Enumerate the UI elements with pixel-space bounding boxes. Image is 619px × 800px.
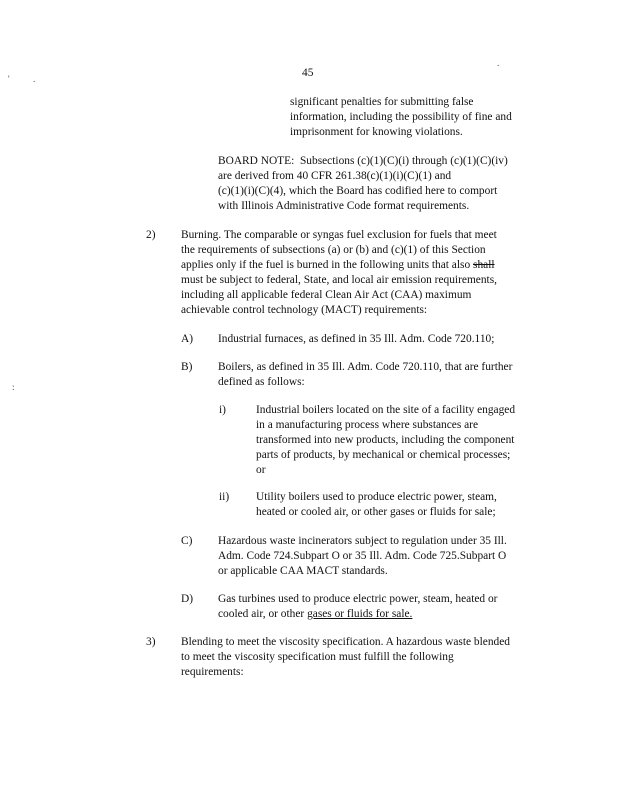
- subitem-line: Gas turbines used to produce electric power, steam, heated or: [218, 593, 498, 605]
- board-note-line: are derived from 40 CFR 261.38(c)(1)(i)(C)(1) and: [218, 170, 452, 182]
- subsubitem-line: parts of products, by mechanical or chemical processes;: [256, 449, 511, 461]
- item-line: achievable control technology (MACT) requirements:: [181, 304, 428, 316]
- item-line: to meet the viscosity specification must fulfill the following: [181, 651, 454, 663]
- item-number: 3): [146, 636, 156, 648]
- subitem-line: defined as follows:: [218, 376, 305, 388]
- subsubitem-label: ii): [219, 491, 230, 503]
- item-line: must be subject to federal, State, and local air emission requirements,: [181, 274, 497, 286]
- subitem-text: cooled air, or other: [218, 608, 305, 620]
- subitem-line: Industrial furnaces, as defined in 35 Ill. Adm. Code 720.110;: [218, 333, 495, 345]
- item-number: 2): [146, 229, 156, 241]
- subsubitem-line: transformed into new products, including the component: [256, 434, 515, 446]
- subitem-label: B): [181, 361, 193, 373]
- subitem-label: C): [181, 535, 193, 547]
- board-note-label: BOARD NOTE:: [218, 155, 295, 167]
- subsubitem-line: Industrial boilers located on the site of a facility engaged: [256, 404, 516, 416]
- subsubitem-line: or: [256, 464, 266, 476]
- scan-speck: .: [33, 74, 36, 84]
- subitem-line: Hazardous waste incinerators subject to regulation under 35 Ill.: [218, 535, 507, 547]
- scan-speck: :: [12, 382, 15, 392]
- subsubitem-line: in a manufacturing process where substances are: [256, 419, 479, 431]
- continuation-line: information, including the possibility of fine and: [290, 111, 512, 123]
- subsubitem-line: heated or cooled air, or other gases or fluids for sale;: [256, 506, 496, 518]
- page-number: 45: [302, 67, 314, 79]
- item-line: [181, 258, 495, 274]
- subitem-label: D): [181, 593, 194, 605]
- board-note-line: (c)(1)(i)(C)(4), which the Board has codified here to comport: [218, 185, 498, 197]
- subitem-line: or applicable CAA MACT standards.: [218, 565, 388, 577]
- continuation-line: imprisonment for knowing violations.: [290, 126, 463, 138]
- item-line: Blending to meet the viscosity specification. A hazardous waste blended: [181, 636, 510, 648]
- subitem-line: Boilers, as defined in 35 Ill. Adm. Code 720.110, that are further: [218, 361, 513, 373]
- board-note-line: with Illinois Administrative Code format requirements.: [218, 200, 470, 212]
- struck-word: shall: [473, 259, 495, 271]
- item-line: Burning. The comparable or syngas fuel exclusion for fuels that meet: [181, 229, 497, 241]
- subsubitem-label: i): [219, 404, 226, 416]
- subitem-line: [218, 607, 412, 623]
- board-note-line: [218, 154, 508, 170]
- underlined-text: gases or fluids for sale.: [307, 608, 413, 620]
- board-note-text: Subsections (c)(1)(C)(i) through (c)(1)(C)(iv): [299, 155, 508, 167]
- item-line: the requirements of subsections (a) or (b) and (c)(1) of this Section: [181, 244, 486, 256]
- continuation-line: significant penalties for submitting false: [290, 96, 474, 108]
- scan-speck: ': [8, 74, 10, 84]
- item-line: requirements:: [181, 666, 244, 678]
- item-text: applies only if the fuel is burned in the following units that also: [181, 259, 471, 271]
- item-line: including all applicable federal Clean Air Act (CAA) maximum: [181, 289, 472, 301]
- subsubitem-line: Utility boilers used to produce electric power, steam,: [256, 491, 497, 503]
- scan-speck: .: [497, 58, 500, 68]
- subitem-label: A): [181, 333, 194, 345]
- subitem-line: Adm. Code 724.Subpart O or 35 Ill. Adm. Code 725.Subpart O: [218, 550, 507, 562]
